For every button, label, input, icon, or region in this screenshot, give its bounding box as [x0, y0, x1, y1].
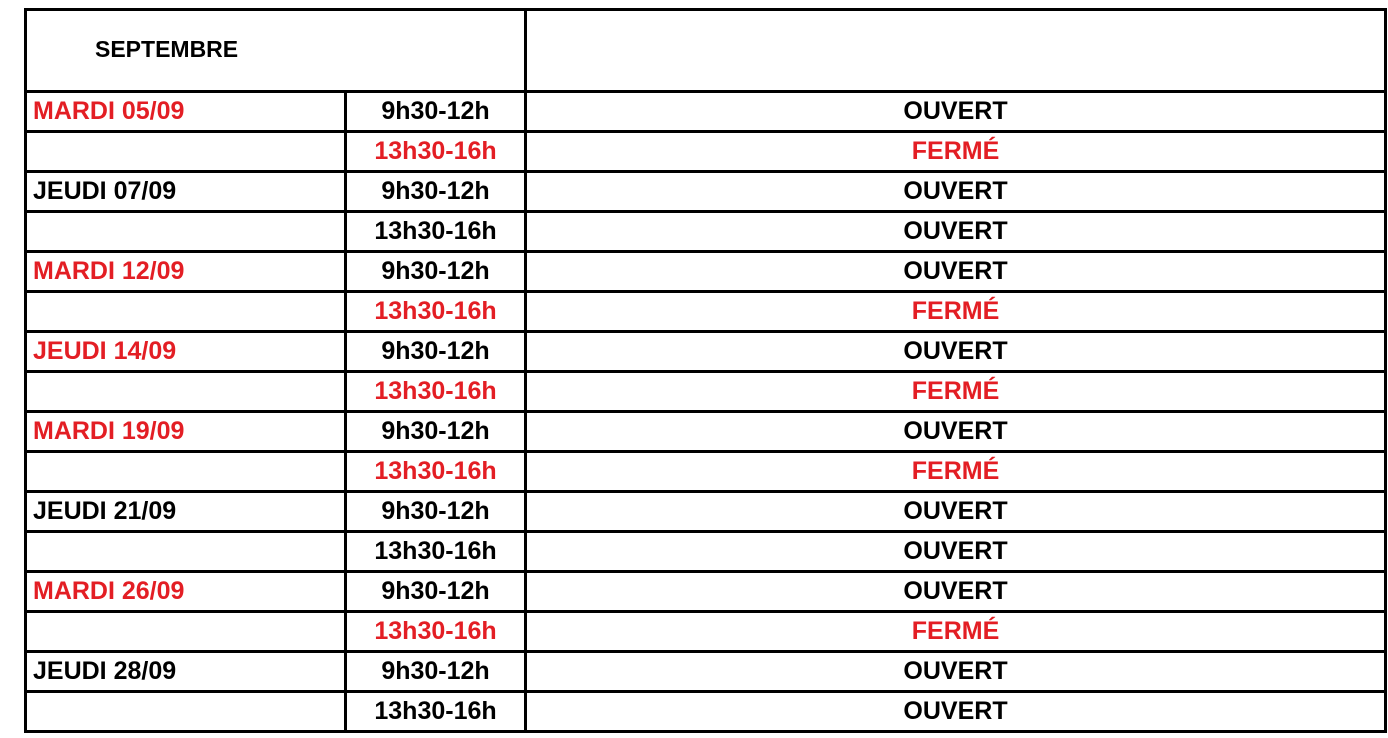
opening-hours-table	[24, 8, 1387, 733]
table-row	[26, 572, 1386, 612]
day-cell: JEUDI 07/09	[26, 172, 346, 212]
day-cell: JEUDI 28/09	[26, 652, 346, 692]
time-slot-cell: 9h30-12h	[346, 572, 526, 612]
day-cell: MARDI 26/09	[26, 572, 346, 612]
table-row	[26, 92, 1386, 132]
day-cell	[26, 612, 346, 652]
table-row	[26, 532, 1386, 572]
table-row	[26, 452, 1386, 492]
time-slot-cell: 9h30-12h	[346, 652, 526, 692]
table-row	[26, 692, 1386, 732]
day-cell	[26, 452, 346, 492]
time-slot-cell: 13h30-16h	[346, 292, 526, 332]
time-slot-cell: 9h30-12h	[346, 172, 526, 212]
header-row	[26, 10, 1386, 92]
table-row	[26, 132, 1386, 172]
time-slot-cell: 13h30-16h	[346, 372, 526, 412]
time-slot-cell: 9h30-12h	[346, 92, 526, 132]
status-cell: OUVERT	[526, 412, 1386, 452]
table-row	[26, 652, 1386, 692]
day-cell	[26, 532, 346, 572]
status-cell: OUVERT	[526, 652, 1386, 692]
time-slot-cell: 13h30-16h	[346, 532, 526, 572]
day-cell	[26, 292, 346, 332]
month-title: SEPTEMBRE	[26, 10, 526, 92]
status-cell: FERMÉ	[526, 132, 1386, 172]
table-row	[26, 252, 1386, 292]
day-cell: JEUDI 14/09	[26, 332, 346, 372]
status-cell: OUVERT	[526, 252, 1386, 292]
table-row	[26, 292, 1386, 332]
status-cell: OUVERT	[526, 692, 1386, 732]
day-cell: JEUDI 21/09	[26, 492, 346, 532]
status-cell: OUVERT	[526, 212, 1386, 252]
status-cell: OUVERT	[526, 572, 1386, 612]
day-cell	[26, 372, 346, 412]
time-slot-cell: 9h30-12h	[346, 412, 526, 452]
day-cell: MARDI 05/09	[26, 92, 346, 132]
status-cell: FERMÉ	[526, 612, 1386, 652]
status-cell: OUVERT	[526, 532, 1386, 572]
table-row	[26, 212, 1386, 252]
day-cell	[26, 132, 346, 172]
day-cell	[26, 212, 346, 252]
status-cell: FERMÉ	[526, 292, 1386, 332]
time-slot-cell: 9h30-12h	[346, 252, 526, 292]
table-row	[26, 612, 1386, 652]
table-row	[26, 492, 1386, 532]
time-slot-cell: 13h30-16h	[346, 692, 526, 732]
day-cell: MARDI 12/09	[26, 252, 346, 292]
table-row	[26, 412, 1386, 452]
opening-hours-body	[26, 10, 1386, 732]
time-slot-cell: 9h30-12h	[346, 332, 526, 372]
time-slot-cell: 13h30-16h	[346, 212, 526, 252]
time-slot-cell: 13h30-16h	[346, 132, 526, 172]
status-cell: OUVERT	[526, 172, 1386, 212]
status-cell: OUVERT	[526, 92, 1386, 132]
time-slot-cell: 13h30-16h	[346, 612, 526, 652]
status-cell: OUVERT	[526, 492, 1386, 532]
time-slot-cell: 13h30-16h	[346, 452, 526, 492]
status-heading	[526, 10, 1386, 92]
status-cell: FERMÉ	[526, 452, 1386, 492]
day-cell: MARDI 19/09	[26, 412, 346, 452]
day-cell	[26, 692, 346, 732]
time-slot-cell: 9h30-12h	[346, 492, 526, 532]
table-row	[26, 172, 1386, 212]
status-cell: OUVERT	[526, 332, 1386, 372]
status-cell: FERMÉ	[526, 372, 1386, 412]
table-row	[26, 372, 1386, 412]
table-row	[26, 332, 1386, 372]
